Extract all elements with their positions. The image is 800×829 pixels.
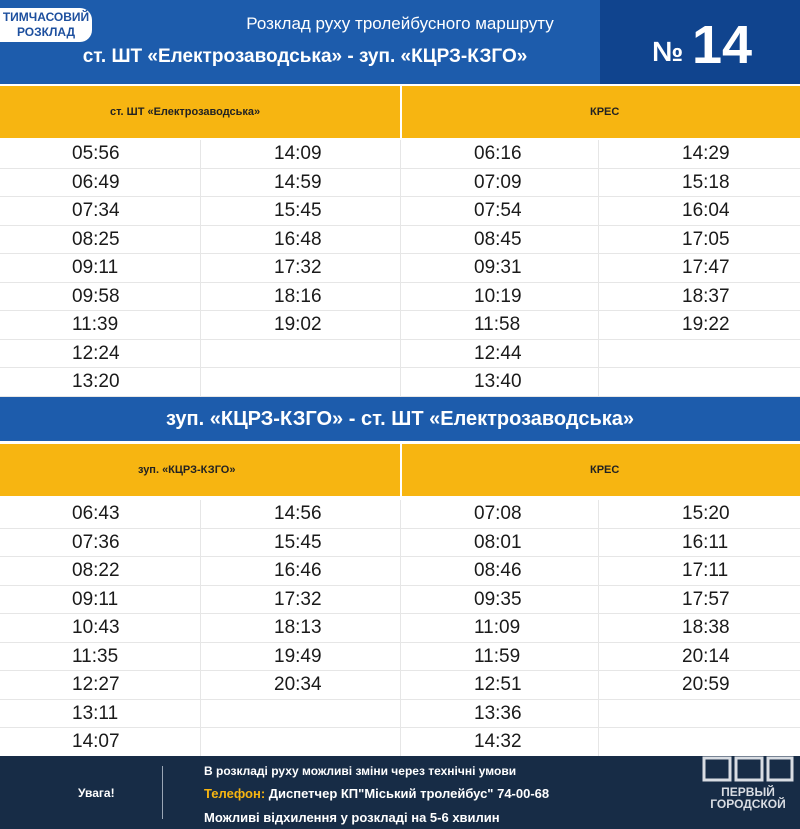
departure-time: 16:46 <box>274 560 322 581</box>
departure-time: 14:32 <box>474 731 522 752</box>
departure-time: 17:11 <box>682 560 729 581</box>
departure-time: 19:22 <box>682 314 730 335</box>
departure-time: 10:43 <box>72 617 120 638</box>
footer-divider <box>162 766 163 819</box>
departure-time: 11:35 <box>72 645 119 667</box>
departure-time: 12:51 <box>474 674 522 695</box>
departure-time: 15:45 <box>274 531 322 553</box>
departure-time: 11:09 <box>474 617 521 638</box>
logo-line2: ГОРОДСКОЙ <box>710 797 786 811</box>
departure-time: 17:47 <box>682 257 730 278</box>
departure-time: 14:59 <box>274 171 322 193</box>
route-title: ст. ШТ «Електрозаводська» - зуп. «КЦРЗ-КЗГО» <box>82 46 528 67</box>
departure-time: 05:56 <box>72 143 120 164</box>
departure-time: 20:34 <box>274 674 322 695</box>
column-divider <box>200 500 201 757</box>
section2-header-band <box>0 444 800 496</box>
departure-time: 16:48 <box>274 228 322 250</box>
departure-time: 15:18 <box>682 171 730 193</box>
band-separator <box>400 444 402 496</box>
departure-time: 17:32 <box>274 257 322 278</box>
departure-time: 19:49 <box>274 645 322 667</box>
departure-time: 06:43 <box>72 503 120 524</box>
departure-time: 19:02 <box>274 314 322 335</box>
departure-time: 11:58 <box>474 314 521 335</box>
departure-time: 15:20 <box>682 503 730 524</box>
column-divider <box>400 500 401 757</box>
band-separator <box>400 86 402 138</box>
section1-left-header: ст. ШТ «Електрозаводська» <box>110 106 261 118</box>
warning-label: Увага! <box>78 786 115 800</box>
departure-time: 18:13 <box>274 617 322 638</box>
departure-time: 07:08 <box>474 503 522 524</box>
departure-time: 08:46 <box>474 560 522 581</box>
departure-time: 12:24 <box>72 342 120 364</box>
temporary-schedule-badge <box>0 8 92 42</box>
departure-time: 17:57 <box>682 588 730 610</box>
section1-right-header: КРЕС <box>590 106 620 118</box>
departure-time: 14:29 <box>682 143 730 164</box>
column-divider <box>400 140 401 397</box>
footer <box>0 756 800 829</box>
departure-time: 17:05 <box>682 228 730 250</box>
departure-time: 13:11 <box>72 702 119 724</box>
departure-time: 14:56 <box>274 503 322 524</box>
departure-time: 13:36 <box>474 702 522 724</box>
departure-time: 14:07 <box>72 731 120 752</box>
departure-time: 06:49 <box>72 171 120 193</box>
departure-time: 08:22 <box>72 560 120 581</box>
departure-time: 12:44 <box>474 342 522 364</box>
departure-time: 13:20 <box>72 371 120 392</box>
section2-title: зуп. «КЦРЗ-КЗГО» - ст. ШТ «Електрозаводська» <box>0 397 800 441</box>
departure-time: 10:19 <box>474 285 522 307</box>
departure-time: 20:14 <box>682 645 730 667</box>
departure-time: 07:54 <box>474 200 522 221</box>
footer-notice: В розкладі руху можливі зміни через технічні умови <box>204 764 517 778</box>
section1-table <box>0 140 800 397</box>
pervyi-gorodskoy-logo <box>700 752 796 812</box>
section2-left-header: зуп. «КЦРЗ-КЗГО» <box>138 464 236 476</box>
departure-time: 16:11 <box>682 531 729 553</box>
departure-time: 12:27 <box>72 674 120 695</box>
departure-time: 11:59 <box>474 645 521 667</box>
logo-mark-icon <box>700 752 796 786</box>
departure-time: 06:16 <box>474 143 522 164</box>
route-number: 14 <box>692 15 753 75</box>
departure-time: 20:59 <box>682 674 730 695</box>
badge-line1: ТИМЧАСОВИЙ <box>2 10 90 24</box>
departure-time: 09:58 <box>72 285 120 307</box>
departure-time: 09:11 <box>72 257 119 278</box>
phone-label: Телефон: <box>204 786 266 801</box>
header <box>0 0 800 84</box>
departure-time: 09:35 <box>474 588 522 610</box>
departure-time: 14:09 <box>274 143 322 164</box>
column-divider <box>598 500 599 757</box>
section2-table <box>0 500 800 757</box>
logo-line1: ПЕРВЫЙ <box>721 785 775 799</box>
departure-time: 18:37 <box>682 285 730 307</box>
column-divider <box>200 140 201 397</box>
departure-time: 15:45 <box>274 200 322 221</box>
phone-text: Диспетчер КП"Міський тролейбус" 74-00-68 <box>265 786 550 801</box>
departure-time: 08:25 <box>72 228 120 250</box>
departure-time: 07:09 <box>474 171 522 193</box>
departure-time: 16:04 <box>682 200 730 221</box>
schedule-subtitle: Розклад руху тролейбусного маршруту <box>246 14 554 33</box>
departure-time: 09:31 <box>474 257 522 278</box>
departure-time: 07:36 <box>72 531 120 553</box>
departure-time: 17:32 <box>274 588 322 610</box>
footer-deviation-note: Можливі відхилення у розкладі на 5-6 хвилин <box>204 810 500 825</box>
departure-time: 18:38 <box>682 617 730 638</box>
departure-time: 09:11 <box>72 588 119 610</box>
badge-line2: РОЗКЛАД <box>16 25 76 39</box>
section1-header-band <box>0 86 800 138</box>
departure-time: 07:34 <box>72 200 120 221</box>
departure-time: 13:40 <box>474 371 522 392</box>
route-number-prefix: № <box>652 36 684 67</box>
departure-time: 11:39 <box>72 314 119 335</box>
section2-right-header: КРЕС <box>590 464 620 476</box>
departure-time: 08:01 <box>474 531 522 553</box>
column-divider <box>598 140 599 397</box>
footer-phone <box>204 786 549 801</box>
departure-time: 18:16 <box>274 285 322 307</box>
departure-time: 08:45 <box>474 228 522 250</box>
